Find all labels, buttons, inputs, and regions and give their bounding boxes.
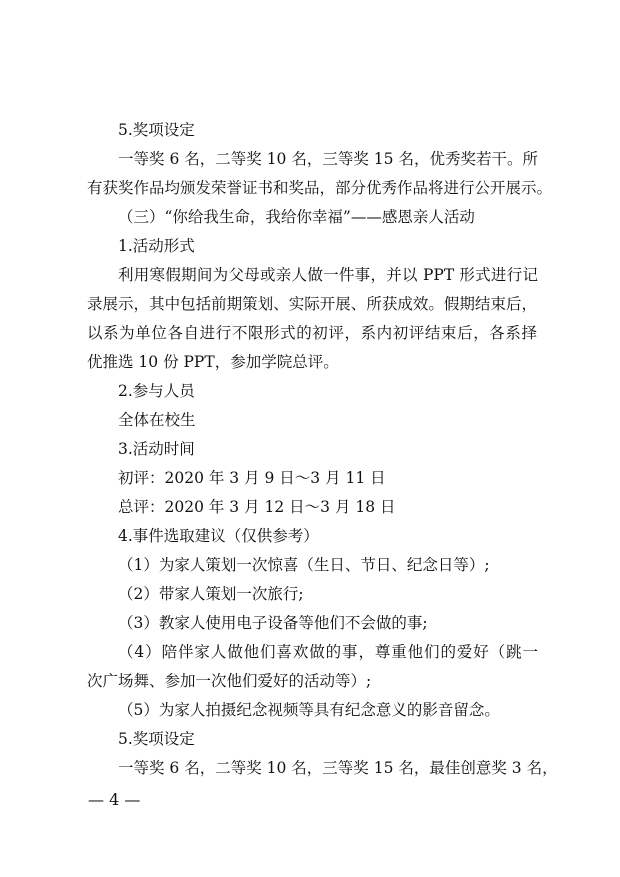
paragraph-line: 优推选 10 份 PPT，参加学院总评。 xyxy=(87,353,339,371)
paragraph-line: 有获奖作品均颁发荣誉证书和奖品，部分优秀作品将进行公开展示。 xyxy=(87,179,553,197)
paragraph-line: 一等奖 6 名，二等奖 10 名，三等奖 15 名，最佳创意奖 3 名， xyxy=(118,759,558,777)
schedule-line: 总评：2020 年 3 月 12 日～3 月 18 日 xyxy=(118,498,396,516)
list-item: （1）为家人策划一次惊喜（生日、节日、纪念日等）; xyxy=(118,556,490,574)
list-item: （4）陪伴家人做他们喜欢做的事，尊重他们的爱好（跳一 xyxy=(118,643,538,661)
paragraph-line: 录展示，其中包括前期策划、实际开展、所获成效。假期结束后， xyxy=(87,295,537,313)
paragraph-line: 全体在校生 xyxy=(118,411,196,429)
section-heading-awards: 5.奖项设定 xyxy=(118,121,195,139)
paragraph-line: 一等奖 6 名，二等奖 10 名，三等奖 15 名，优秀奖若干。所 xyxy=(118,150,538,168)
section-heading-participants: 2.参与人员 xyxy=(118,382,195,400)
section-heading-time: 3.活动时间 xyxy=(118,440,195,458)
paragraph-line: 利用寒假期间为父母或亲人做一件事，并以 PPT 形式进行记 xyxy=(118,266,538,284)
list-item: （3）教家人使用电子设备等他们不会做的事; xyxy=(118,614,428,632)
paragraph-line: 以系为单位各自进行不限形式的初评，系内初评结束后，各系择 xyxy=(87,324,537,342)
section-heading-format: 1.活动形式 xyxy=(118,237,195,255)
list-item: （2）带家人策划一次旅行; xyxy=(118,585,304,603)
list-item: （5）为家人拍摄纪念视频等具有纪念意义的影音留念。 xyxy=(118,701,500,719)
section-heading-suggestions: 4.事件选取建议（仅供参考） xyxy=(118,527,319,545)
schedule-line: 初评：2020 年 3 月 9 日～3 月 11 日 xyxy=(118,469,386,487)
section-heading-activity-three: （三）“你给我生命，我给你幸福”——感恩亲人活动 xyxy=(118,208,475,226)
list-item-continuation: 次广场舞、参加一次他们爱好的活动等）; xyxy=(87,672,372,690)
section-heading-awards: 5.奖项设定 xyxy=(118,730,195,748)
page-number: — 4 — xyxy=(88,790,141,809)
